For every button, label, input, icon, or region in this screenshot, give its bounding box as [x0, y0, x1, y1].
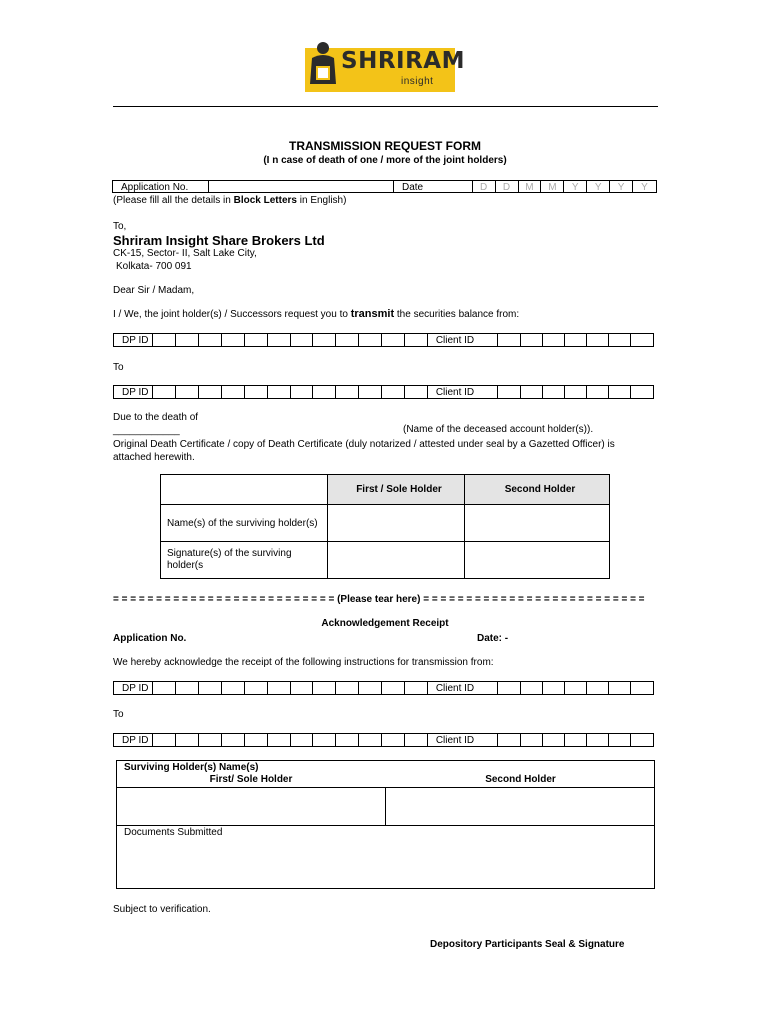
- dp-id-digit-field[interactable]: [245, 334, 268, 346]
- client-id-digit-field[interactable]: [631, 386, 653, 398]
- receipt-divider: [117, 825, 654, 826]
- dp-id-digit-field[interactable]: [268, 734, 291, 746]
- client-id-label: Client ID: [428, 682, 499, 694]
- dp-id-digit-field[interactable]: [382, 334, 405, 346]
- dp-id-digit-field[interactable]: [405, 386, 428, 398]
- dp-id-digit-field[interactable]: [313, 386, 336, 398]
- form-title: TRANSMISSION REQUEST FORM: [288, 139, 481, 153]
- client-id-digit-field[interactable]: [609, 682, 631, 694]
- dp-id-digit-field[interactable]: [336, 734, 359, 746]
- dp-id-digit-field[interactable]: [199, 386, 222, 398]
- dp-id-digit-field[interactable]: [291, 386, 314, 398]
- surviving-holders-table: [160, 474, 610, 579]
- client-id-digit-field[interactable]: [587, 734, 609, 746]
- dp-id-digit-field[interactable]: [222, 682, 245, 694]
- signatures-row-label: Signature(s) of the surviving holder(s: [161, 542, 328, 579]
- dp-id-digit-field[interactable]: [176, 334, 199, 346]
- dp-id-digit-field[interactable]: [291, 682, 314, 694]
- client-id-digit-field[interactable]: [521, 386, 543, 398]
- shriram-logo: [305, 44, 465, 92]
- dp-id-digit-field[interactable]: [382, 682, 405, 694]
- application-label: Application No.: [113, 181, 209, 192]
- dp-id-digit-field[interactable]: [291, 334, 314, 346]
- dp-id-digit-field[interactable]: [359, 682, 382, 694]
- header-divider: [113, 106, 658, 107]
- client-id-digit-field[interactable]: [609, 386, 631, 398]
- dp-id-digit-field[interactable]: [222, 734, 245, 746]
- company-name: Shriram Insight Share Brokers Ltd: [113, 233, 325, 248]
- logo-figure-icon: [307, 40, 341, 90]
- client-id-digit-field[interactable]: [543, 334, 565, 346]
- client-id-digit-field[interactable]: [543, 386, 565, 398]
- receipt-target-dp-client-row: [113, 733, 654, 747]
- due-to-death-label: Due to the death of: [113, 412, 199, 423]
- names-row-label: Name(s) of the surviving holder(s): [161, 505, 328, 542]
- dp-id-digit-field[interactable]: [153, 682, 176, 694]
- dp-id-digit-field[interactable]: [199, 334, 222, 346]
- dp-id-digit-field[interactable]: [199, 734, 222, 746]
- first-holder-signature-field[interactable]: [328, 542, 465, 579]
- client-id-digit-field[interactable]: [543, 734, 565, 746]
- date-digit-field[interactable]: Y: [587, 181, 610, 192]
- second-holder-signature-field[interactable]: [465, 542, 610, 579]
- date-digit-field[interactable]: Y: [610, 181, 633, 192]
- dp-id-digit-field[interactable]: [336, 386, 359, 398]
- client-id-digit-field[interactable]: [498, 682, 520, 694]
- client-id-digit-field[interactable]: [498, 734, 520, 746]
- first-holder-header: First / Sole Holder: [328, 475, 465, 505]
- dp-id-digit-field[interactable]: [405, 334, 428, 346]
- instruction-text: in English): [296, 195, 347, 206]
- dp-id-digit-field[interactable]: [382, 734, 405, 746]
- request-sentence: [113, 308, 519, 320]
- date-digit-field[interactable]: D: [496, 181, 519, 192]
- client-id-label: Client ID: [428, 386, 499, 398]
- receipt-date-label: Date: -: [477, 633, 509, 644]
- client-id-digit-field[interactable]: [498, 334, 520, 346]
- dp-id-digit-field[interactable]: [313, 334, 336, 346]
- dp-id-digit-field[interactable]: [405, 734, 428, 746]
- dp-id-digit-field[interactable]: [245, 386, 268, 398]
- date-digit-field[interactable]: Y: [564, 181, 587, 192]
- to-label: To: [113, 362, 124, 373]
- dp-id-digit-field[interactable]: [336, 334, 359, 346]
- receipt-application-label: Application No.: [113, 633, 187, 644]
- deceased-name-line[interactable]: ____________: [113, 425, 180, 436]
- date-digit-field[interactable]: M: [519, 181, 542, 192]
- dp-id-digit-field[interactable]: [359, 386, 382, 398]
- tear-line: = = = = = = = = = = = = = = = = = = = = = = = = = = (Please tear here) = = = = = = = = = = = = = = = = = = = = = = = = = =: [113, 594, 645, 605]
- second-holder-name-field[interactable]: [465, 505, 610, 542]
- client-id-digit-field[interactable]: [565, 334, 587, 346]
- dp-id-digit-field[interactable]: [222, 334, 245, 346]
- salutation: Dear Sir / Madam,: [113, 285, 195, 296]
- dp-id-label: DP ID: [114, 334, 153, 346]
- dp-id-digit-field[interactable]: [359, 334, 382, 346]
- logo-subtitle: insight: [401, 76, 434, 87]
- to-label: To,: [113, 221, 127, 232]
- receipt-second-holder-header: Second Holder: [485, 774, 556, 785]
- dp-id-digit-field[interactable]: [313, 734, 336, 746]
- deceased-name-note: (Name of the deceased account holder(s)).: [403, 424, 594, 435]
- client-id-digit-field[interactable]: [587, 682, 609, 694]
- address-line: Kolkata- 700 091: [116, 261, 192, 272]
- dp-id-digit-field[interactable]: [153, 386, 176, 398]
- dp-id-digit-field[interactable]: [268, 334, 291, 346]
- client-id-digit-field[interactable]: [609, 334, 631, 346]
- target-dp-client-row: [113, 385, 654, 399]
- client-id-digit-field[interactable]: [609, 734, 631, 746]
- dp-id-digit-field[interactable]: [313, 682, 336, 694]
- client-id-label: Client ID: [428, 334, 499, 346]
- dp-id-digit-field[interactable]: [176, 734, 199, 746]
- dp-id-digit-field[interactable]: [176, 682, 199, 694]
- dp-id-digit-field[interactable]: [153, 734, 176, 746]
- client-id-digit-field[interactable]: [631, 682, 653, 694]
- client-id-digit-field[interactable]: [565, 682, 587, 694]
- to-label: To: [113, 709, 124, 720]
- client-id-digit-field[interactable]: [565, 734, 587, 746]
- request-text: I / We, the joint holder(s) / Successors request you to: [113, 309, 351, 320]
- receipt-first-holder-header: First/ Sole Holder: [209, 774, 293, 785]
- surviving-header: Surviving Holder(s) Name(s): [124, 762, 259, 773]
- dp-id-label: DP ID: [114, 734, 153, 746]
- request-text: the securities balance from:: [394, 309, 520, 320]
- dp-id-digit-field[interactable]: [268, 682, 291, 694]
- application-number-field[interactable]: [209, 181, 394, 192]
- form-subtitle: (I n case of death of one / more of the joint holders): [263, 155, 507, 166]
- client-id-digit-field[interactable]: [587, 386, 609, 398]
- date-label: Date: [394, 181, 473, 192]
- subject-to-verification: Subject to verification.: [113, 904, 211, 915]
- client-id-digit-field[interactable]: [631, 734, 653, 746]
- dp-id-digit-field[interactable]: [336, 682, 359, 694]
- dp-seal-signature: Depository Participants Seal & Signature: [430, 939, 625, 950]
- client-id-label: Client ID: [428, 734, 499, 746]
- second-holder-header: Second Holder: [465, 475, 610, 505]
- receipt-intro: We hereby acknowledge the receipt of the following instructions for transmission from:: [113, 657, 494, 668]
- client-id-digit-field[interactable]: [498, 386, 520, 398]
- dp-id-digit-field[interactable]: [176, 386, 199, 398]
- receipt-title: Acknowledgement Receipt: [321, 618, 449, 629]
- dp-id-label: DP ID: [114, 682, 153, 694]
- client-id-digit-field[interactable]: [521, 334, 543, 346]
- dp-id-digit-field[interactable]: [268, 386, 291, 398]
- logo-wordmark: SHRIRAM: [341, 48, 465, 74]
- certificate-text: Original Death Certificate / copy of Death Certificate (duly notarized / attested under seal by a Gazetted Officer) is attached herewith.: [113, 439, 615, 463]
- dp-id-digit-field[interactable]: [382, 386, 405, 398]
- dp-id-digit-field[interactable]: [245, 682, 268, 694]
- block-letters-instruction: [113, 195, 346, 206]
- dp-id-digit-field[interactable]: [153, 334, 176, 346]
- instruction-emphasis: Block Letters: [233, 195, 297, 206]
- address-line: CK-15, Sector- II, Salt Lake City,: [113, 248, 257, 259]
- date-digit-field[interactable]: Y: [641, 182, 648, 192]
- client-id-digit-field[interactable]: [543, 682, 565, 694]
- dp-id-digit-field[interactable]: [222, 386, 245, 398]
- client-id-digit-field[interactable]: [565, 386, 587, 398]
- date-digit-field[interactable]: M: [541, 181, 564, 192]
- dp-id-label: DP ID: [114, 386, 153, 398]
- client-id-digit-field[interactable]: [587, 334, 609, 346]
- source-dp-client-row: [113, 333, 654, 347]
- client-id-digit-field[interactable]: [521, 682, 543, 694]
- dp-id-digit-field[interactable]: [199, 682, 222, 694]
- receipt-first-holder-field[interactable]: [118, 788, 384, 824]
- dp-id-digit-field[interactable]: [245, 734, 268, 746]
- dp-id-digit-field[interactable]: [359, 734, 382, 746]
- date-digit-field[interactable]: D: [473, 181, 496, 192]
- receipt-holders-box: [116, 760, 655, 889]
- first-holder-name-field[interactable]: [328, 505, 465, 542]
- client-id-digit-field[interactable]: [521, 734, 543, 746]
- request-emphasis: transmit: [350, 308, 395, 320]
- receipt-column-divider: [385, 787, 386, 825]
- documents-submitted-label: Documents Submitted: [124, 827, 223, 838]
- client-id-digit-field[interactable]: [631, 334, 653, 346]
- instruction-text: (Please fill all the details in: [113, 195, 234, 206]
- receipt-source-dp-client-row: [113, 681, 654, 695]
- dp-id-digit-field[interactable]: [291, 734, 314, 746]
- receipt-second-holder-field[interactable]: [387, 788, 653, 824]
- dp-id-digit-field[interactable]: [405, 682, 428, 694]
- table-corner-cell: [161, 475, 328, 505]
- application-date-row: [112, 180, 657, 193]
